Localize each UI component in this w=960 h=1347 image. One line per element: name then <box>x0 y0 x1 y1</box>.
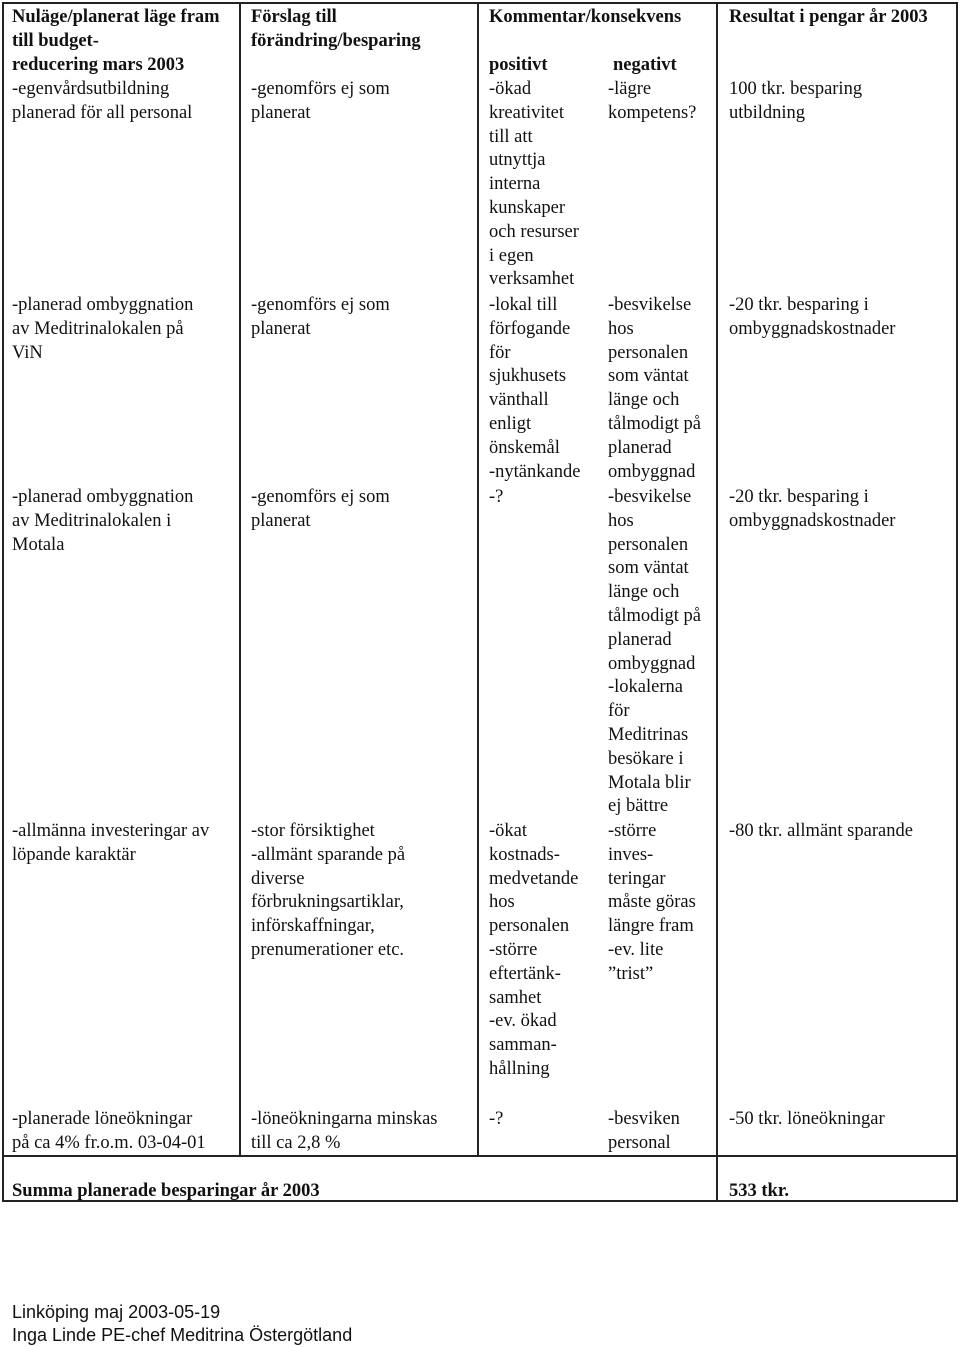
row4-result: -80 tkr. allmänt sparande <box>729 821 913 841</box>
summary-label: Summa planerade besparingar år 2003 <box>12 1181 320 1201</box>
header-current-state: Nuläge/planerat läge fram till budget- reducering mars 2003 <box>12 7 220 75</box>
row3-negative: -besvikelse hos personalen som väntat länge och tålmodigt på planerad ombyggnad -lokalerna för Meditrinas besökare i Motala blir ej bättre <box>608 487 701 817</box>
row4-positive: -ökat kostnads- medvetande hos personalen -större eftertänk- samhet -ev. ökad samman- hållning <box>489 821 579 1079</box>
row2-proposal: -genomförs ej som planerat <box>251 295 390 339</box>
header-proposal: Förslag till förändring/besparing <box>251 7 421 51</box>
row1-negative: -lägre kompetens? <box>608 79 697 123</box>
row5-current-state: -planerade löneökningar på ca 4% fr.o.m. 03-04-01 <box>12 1109 206 1153</box>
row2-result: -20 tkr. besparing i ombyggnadskostnader <box>729 295 896 339</box>
header-comment-negative: negativt <box>613 55 677 75</box>
row5-result: -50 tkr. löneökningar <box>729 1109 885 1129</box>
row4-proposal: -stor försiktighet -allmänt sparande på diverse förbrukningsartiklar, införskaffningar, prenumerationer etc. <box>251 821 406 960</box>
column-divider-3 <box>716 2 718 1202</box>
row2-negative: -besvikelse hos personalen som väntat länge och tålmodigt på planerad ombyggnad <box>608 295 701 482</box>
row1-current-state: -egenvårdsutbildning planerad för all personal <box>12 79 193 123</box>
row3-positive: -? <box>489 487 504 507</box>
table-right-border <box>956 2 958 1202</box>
header-comment: Kommentar/konsekvens <box>489 7 682 27</box>
header-result: Resultat i pengar år 2003 <box>729 7 928 27</box>
row1-result: 100 tkr. besparing utbildning <box>729 79 863 123</box>
row3-result: -20 tkr. besparing i ombyggnadskostnader <box>729 487 896 531</box>
row2-positive: -lokal till förfogande för sjukhusets vänthall enligt önskemål -nytänkande <box>489 295 581 482</box>
row2-current-state: -planerad ombyggnation av Meditrinalokalen på ViN <box>12 295 194 363</box>
header-comment-positive: positivt <box>489 55 548 75</box>
row3-proposal: -genomförs ej som planerat <box>251 487 390 531</box>
row1-positive: -ökad kreativitet till att utnyttja interna kunskaper och resurser i egen verksamhet <box>489 79 579 290</box>
table-left-border <box>2 2 4 1202</box>
footer-place-date: Linköping maj 2003-05-19 <box>12 1302 221 1322</box>
column-divider-1 <box>239 2 241 1155</box>
row3-current-state: -planerad ombyggnation av Meditrinalokalen i Motala <box>12 487 194 555</box>
row4-current-state: -allmänna investeringar av löpande karaktär <box>12 821 210 865</box>
row5-negative: -besviken personal <box>608 1109 680 1153</box>
row5-positive: -? <box>489 1109 504 1129</box>
row4-negative: -större inves- teringar måste göras längre fram -ev. lite ”trist” <box>608 821 696 984</box>
table-top-border <box>2 2 958 4</box>
row5-proposal: -löneökningarna minskas till ca 2,8 % <box>251 1109 438 1153</box>
summary-total: 533 tkr. <box>729 1181 789 1201</box>
column-divider-2 <box>477 2 479 1155</box>
row1-proposal: -genomförs ej som planerat <box>251 79 390 123</box>
footer-signature: Inga Linde PE-chef Meditrina Östergötland <box>12 1325 353 1345</box>
